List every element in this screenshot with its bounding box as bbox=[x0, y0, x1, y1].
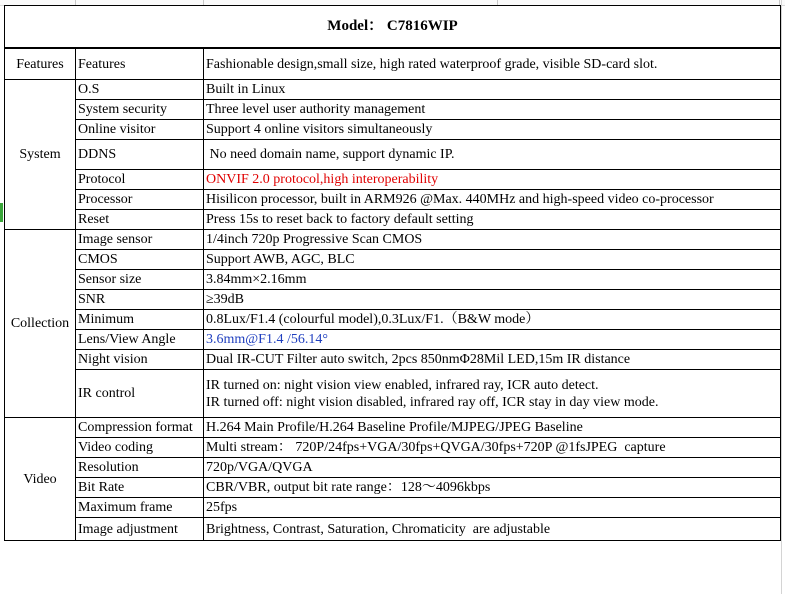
sheet-gridline bbox=[781, 0, 782, 594]
feature-cell[interactable]: Maximum frame bbox=[76, 498, 204, 518]
feature-cell[interactable]: O.S bbox=[76, 80, 204, 100]
group-collection[interactable]: Collection bbox=[5, 230, 76, 418]
feature-cell[interactable]: Video coding bbox=[76, 438, 204, 458]
feature-cell[interactable]: DDNS bbox=[76, 140, 204, 170]
feature-cell[interactable]: Sensor size bbox=[76, 270, 204, 290]
value-cell[interactable]: No need domain name, support dynamic IP. bbox=[204, 140, 781, 170]
model-title[interactable]: Model： C7816WIP bbox=[5, 6, 781, 49]
group-features[interactable]: Features bbox=[5, 48, 76, 80]
value-cell[interactable]: Support 4 online visitors simultaneously bbox=[204, 120, 781, 140]
value-cell-protocol[interactable]: ONVIF 2.0 protocol,high interoperability bbox=[204, 170, 781, 190]
value-cell-ir-control[interactable] bbox=[204, 370, 781, 418]
value-cell[interactable]: Press 15s to reset back to factory default setting bbox=[204, 210, 781, 230]
value-cell[interactable]: Dual IR-CUT Filter auto switch, 2pcs 850nmΦ28Mil LED,15m IR distance bbox=[204, 350, 781, 370]
value-cell[interactable]: CBR/VBR, output bit rate range：128～4096kbps bbox=[204, 478, 781, 498]
value-cell[interactable]: H.264 Main Profile/H.264 Baseline Profile/MJPEG/JPEG Baseline bbox=[204, 418, 781, 438]
value-cell[interactable]: Multi stream： 720P/24fps+VGA/30fps+QVGA/30fps+720P @1fsJPEG capture bbox=[204, 438, 781, 458]
value-cell[interactable]: Hisilicon processor, built in ARM926 @Max. 440MHz and high-speed video co-processor bbox=[204, 190, 781, 210]
feature-cell[interactable]: Lens/View Angle bbox=[76, 330, 204, 350]
feature-cell[interactable]: IR control bbox=[76, 370, 204, 418]
feature-cell[interactable]: System security bbox=[76, 100, 204, 120]
feature-cell[interactable]: Image sensor bbox=[76, 230, 204, 250]
value-cell[interactable]: 25fps bbox=[204, 498, 781, 518]
spec-table bbox=[4, 5, 781, 541]
value-cell[interactable]: 0.8Lux/F1.4 (colourful model),0.3Lux/F1.（B&W mode） bbox=[204, 310, 781, 330]
ir-off-text: IR turned off: night vision disabled, infrared ray off, ICR stay in day view mode. bbox=[206, 394, 659, 410]
value-cell[interactable]: Fashionable design,small size, high rated waterproof grade, visible SD-card slot. bbox=[204, 48, 781, 80]
group-system[interactable]: System bbox=[5, 80, 76, 230]
value-cell[interactable]: 720p/VGA/QVGA bbox=[204, 458, 781, 478]
value-cell-lens[interactable]: 3.6mm@F1.4 /56.14° bbox=[204, 330, 781, 350]
feature-cell[interactable]: Night vision bbox=[76, 350, 204, 370]
group-video[interactable]: Video bbox=[5, 418, 76, 541]
value-cell[interactable]: ≥39dB bbox=[204, 290, 781, 310]
feature-cell[interactable]: CMOS bbox=[76, 250, 204, 270]
value-cell[interactable]: Support AWB, AGC, BLC bbox=[204, 250, 781, 270]
feature-cell[interactable]: Online visitor bbox=[76, 120, 204, 140]
feature-cell[interactable]: Protocol bbox=[76, 170, 204, 190]
value-cell[interactable]: Three level user authority management bbox=[204, 100, 781, 120]
feature-cell[interactable]: Compression format bbox=[76, 418, 204, 438]
row-selection-marker bbox=[0, 203, 3, 222]
value-cell[interactable]: Brightness, Contrast, Saturation, Chromaticity are adjustable bbox=[204, 518, 781, 541]
feature-cell[interactable]: Minimum bbox=[76, 310, 204, 330]
value-cell[interactable]: 1/4inch 720p Progressive Scan CMOS bbox=[204, 230, 781, 250]
value-cell[interactable]: Built in Linux bbox=[204, 80, 781, 100]
feature-cell[interactable]: Features bbox=[76, 48, 204, 80]
value-cell[interactable]: 3.84mm×2.16mm bbox=[204, 270, 781, 290]
feature-cell[interactable]: Image adjustment bbox=[76, 518, 204, 541]
feature-cell[interactable]: Processor bbox=[76, 190, 204, 210]
feature-cell[interactable]: Reset bbox=[76, 210, 204, 230]
feature-cell[interactable]: Bit Rate bbox=[76, 478, 204, 498]
feature-cell[interactable]: SNR bbox=[76, 290, 204, 310]
ir-on-text: IR turned on: night vision view enabled, infrared ray, ICR auto detect. bbox=[206, 377, 599, 393]
feature-cell[interactable]: Resolution bbox=[76, 458, 204, 478]
